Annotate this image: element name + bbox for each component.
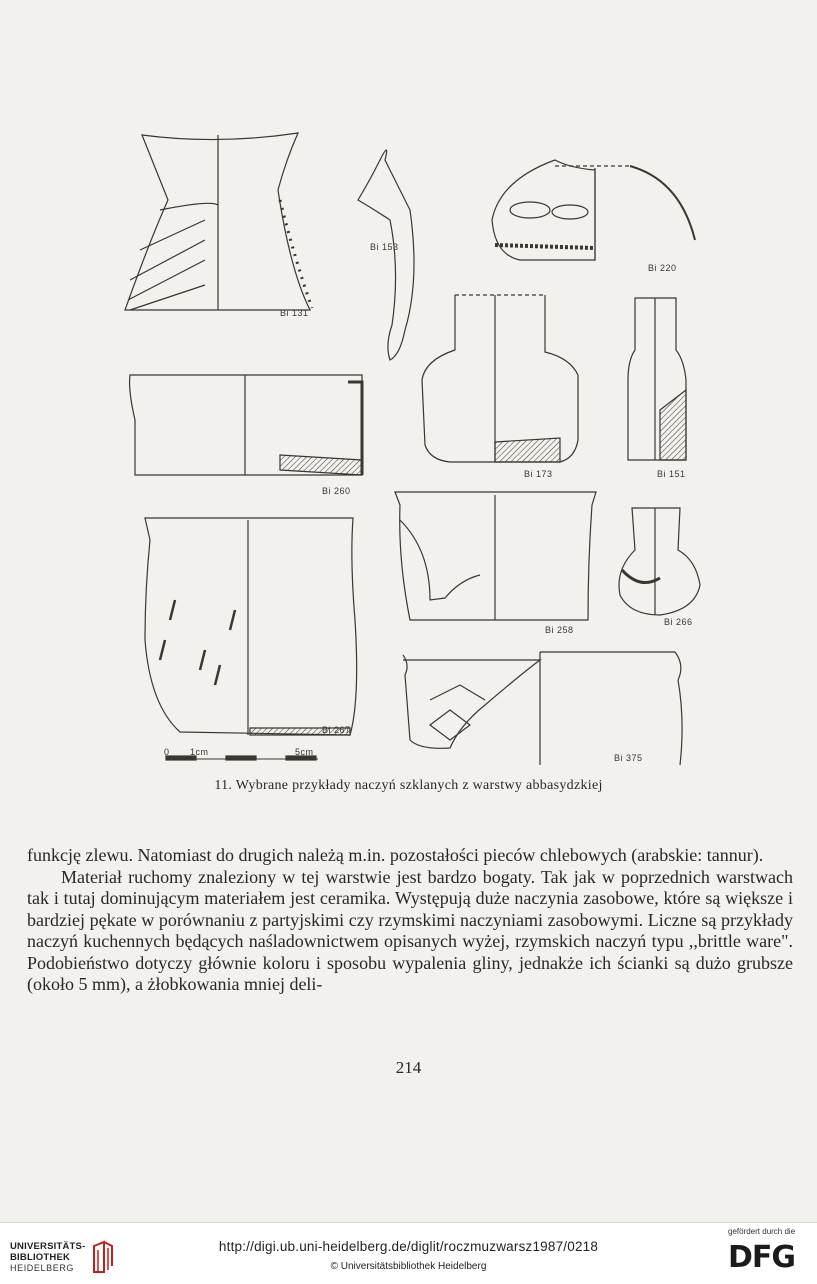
funding-note: gefördert durch die [728,1227,796,1236]
vessel-bi266 [619,508,700,615]
library-name-line3: HEIDELBERG [10,1263,75,1273]
library-name-line1: UNIVERSITÄTS- [10,1241,86,1252]
vessel-drawings [100,120,720,780]
vessel-bi375 [403,652,682,765]
digitization-footer [0,1222,817,1284]
label-bi131: Bi 131 [280,308,309,318]
vessel-bi220 [492,160,695,260]
scale-label-5cm: 5cm [295,747,314,757]
label-bi173: Bi 173 [524,469,553,479]
vessel-bi267 [145,518,357,735]
vessel-bi153 [358,150,414,360]
vessel-bi258 [395,492,596,620]
vessel-bi151 [628,298,686,460]
label-bi260: Bi 260 [322,486,351,496]
label-bi266: Bi 266 [664,617,693,627]
label-bi153: Bi 153 [370,242,399,252]
library-name-line2: BIBLIOTHEK [10,1252,71,1263]
vessel-bi173 [422,295,578,462]
figure-caption: 11. Wybrane przykłady naczyń szklanych z warstwy abbasydzkiej [214,778,603,793]
copyright-notice: © Universitätsbibliothek Heidelberg [330,1261,487,1272]
scale-label-zero: 0 [164,747,170,757]
dfg-logo[interactable]: DFG [728,1240,796,1275]
permalink-url[interactable]: http://digi.ub.uni-heidelberg.de/diglit/roczmuzwarsz1987/0218 [218,1239,599,1254]
paragraph-1: funkcję zlewu. Natomiast do drugich należą m.in. pozostałości pieców chlebowych (arabskie: tannur). [27,845,764,865]
label-bi375: Bi 375 [614,753,643,763]
body-text [27,845,793,996]
vessel-bi131 [125,133,312,310]
paragraph-2: Materiał ruchomy znaleziony w tej warstwie jest bardzo bogaty. Tak jak w poprzednich warstwach tak i tutaj dominującym materiałem jest ceramika. Występują duże naczynia zasobowe, które są większe i bardziej pękate w porównaniu z partyjskimi czy rzymskimi naczyniami zasobowymi. Liczne są przykłady naczyń kuchennych będących naśladownictwem opisanych wyżej, rzymskich naczyń typu ,,brittle ware". Podobieństwo dotyczy głównie koloru i sposobu wypalenia gliny, jednakże ich ścianki są dużo grubsze (około 5 mm), a żłobkowania mniej deli- [27,866,793,994]
label-bi267: Bi 267 [322,725,351,735]
label-bi151: Bi 151 [657,469,686,479]
label-bi258: Bi 258 [545,625,574,635]
vessel-bi260 [130,375,362,475]
glass-vessels-figure [100,120,720,780]
scale-label-1cm: 1cm [190,747,209,757]
label-bi220: Bi 220 [648,263,677,273]
page-number: 214 [395,1058,422,1077]
